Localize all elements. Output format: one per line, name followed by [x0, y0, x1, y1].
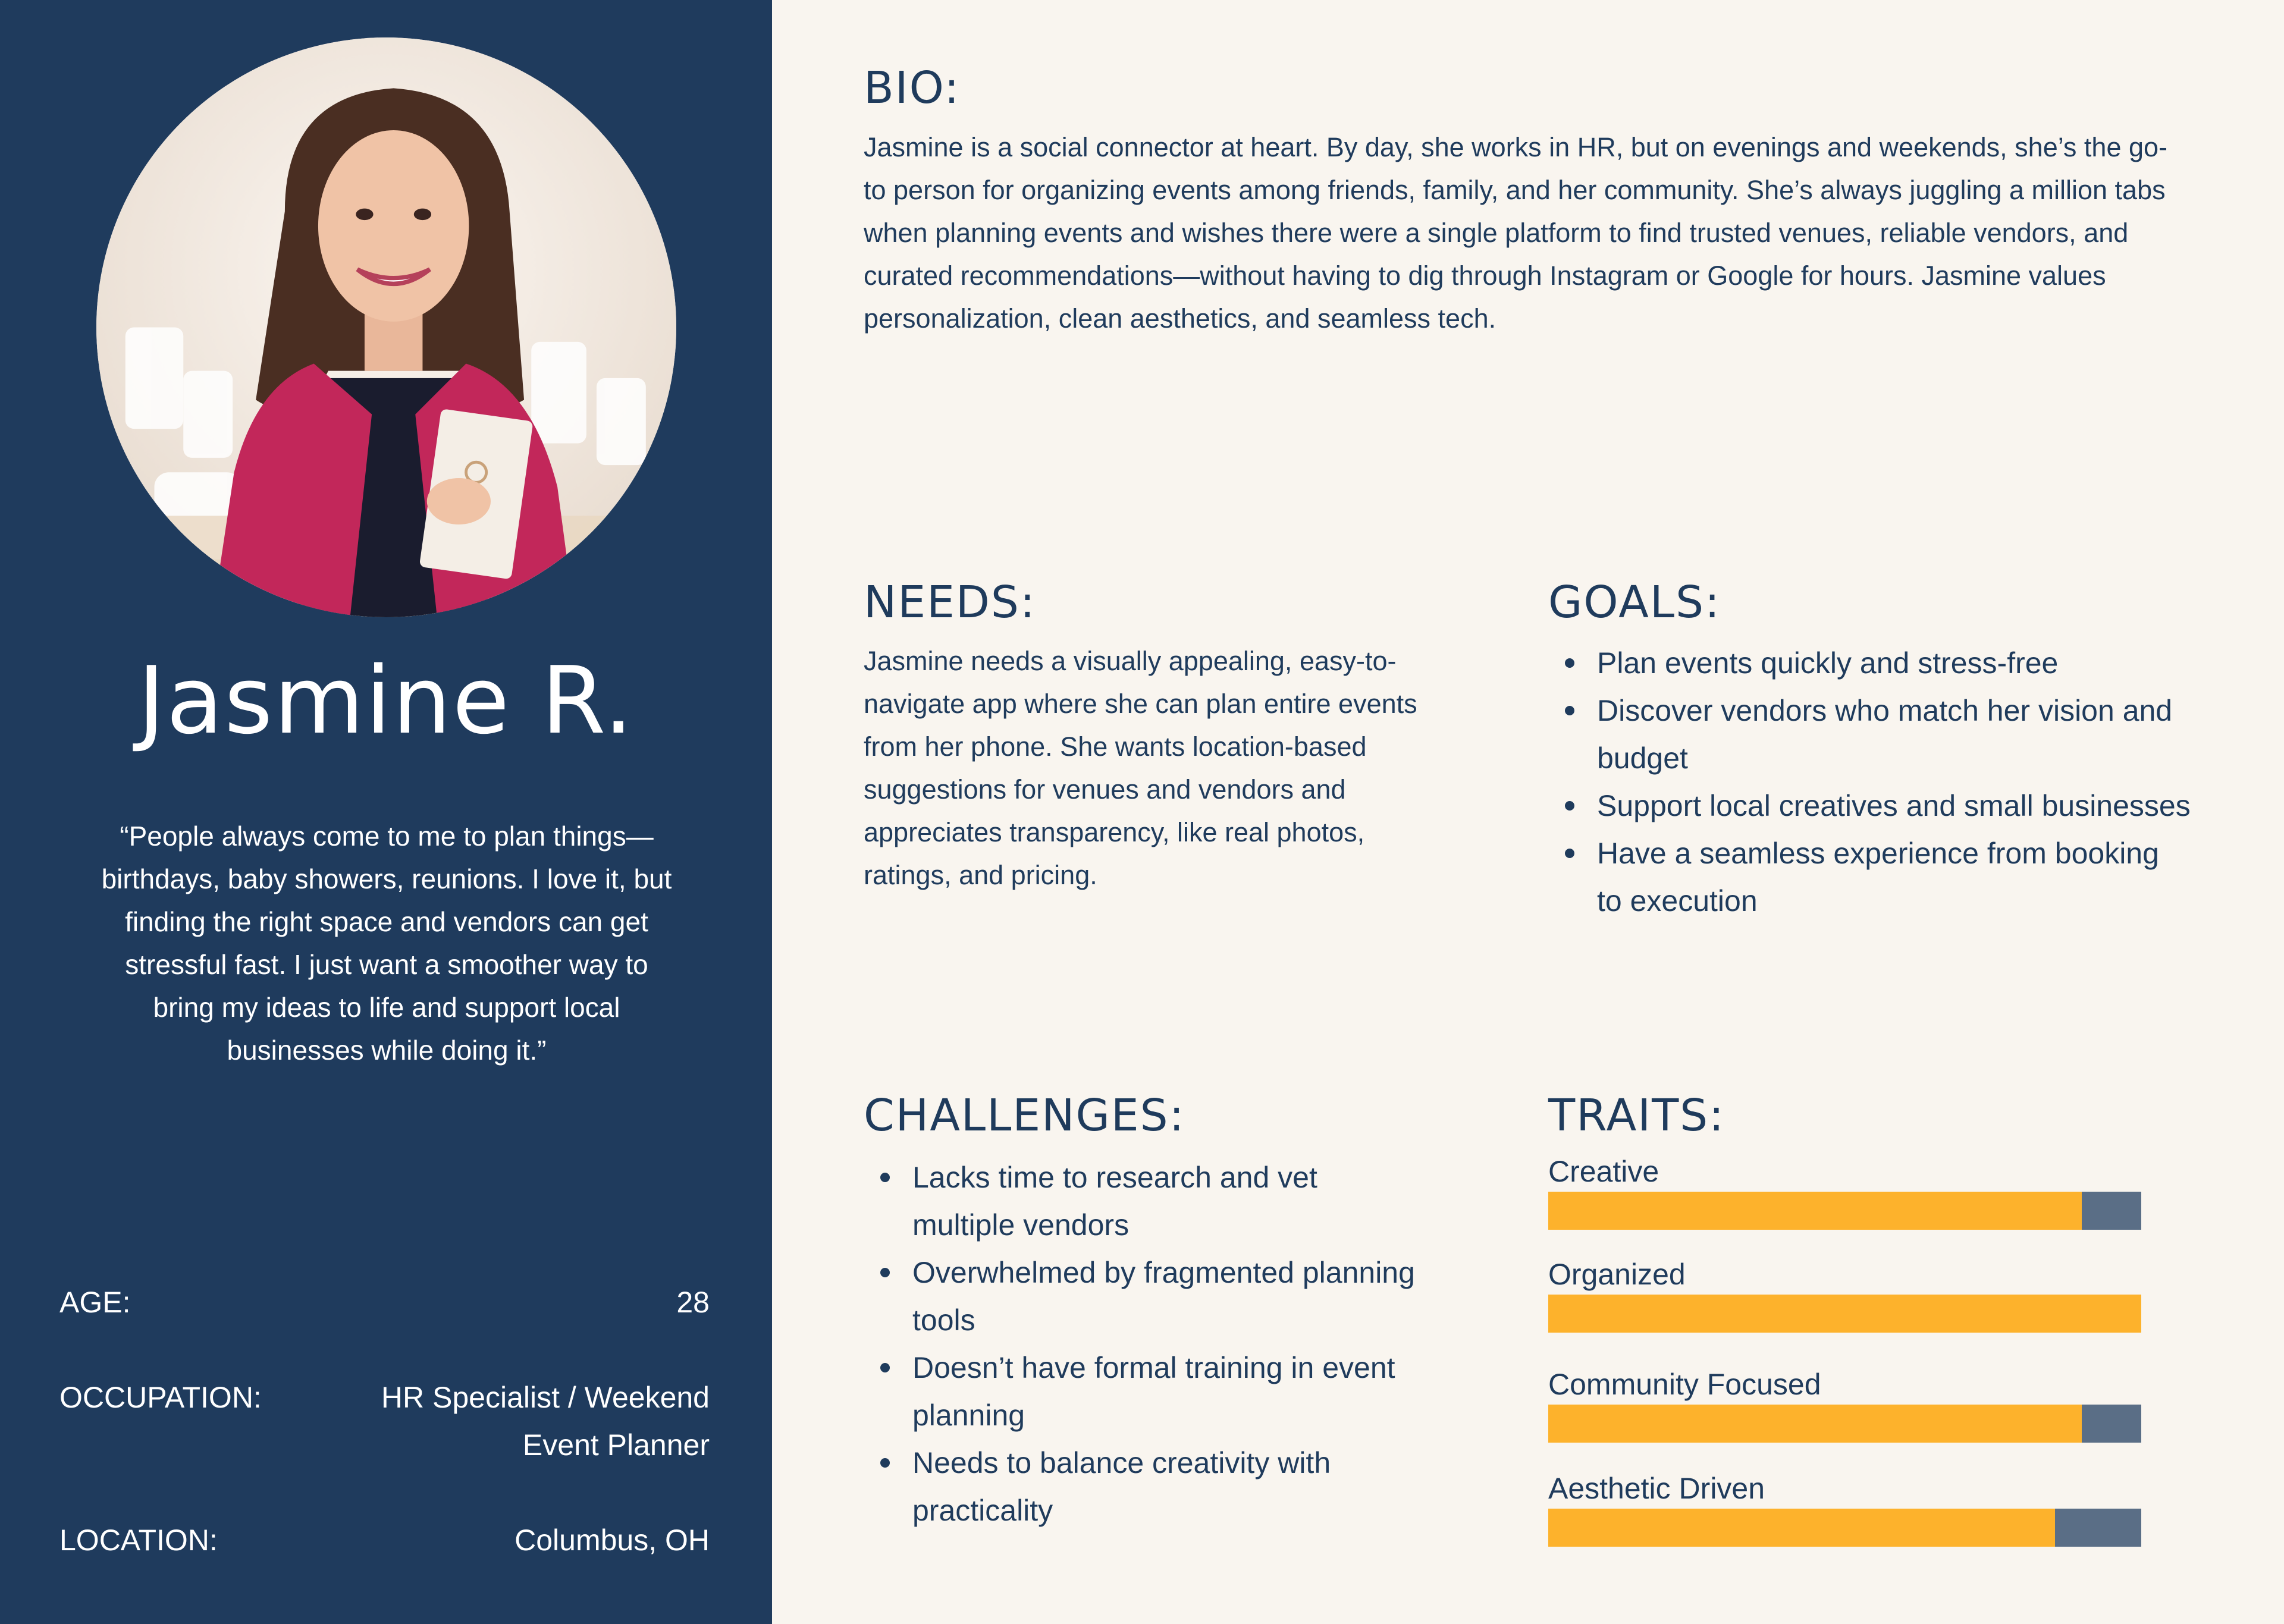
trait-community-focused: [1548, 1367, 2141, 1443]
persona-quote: “People always come to me to plan things— birthdays, baby showers, reunions. I love it, but finding the right space and vendors can get stressful fast. I just want a smoother way to bring my ideas to life and support local businesses while doing it.”: [101, 821, 672, 1066]
fact-age: [59, 1279, 710, 1326]
persona-name: Jasmine R.: [137, 646, 635, 755]
trait-label: Organized: [1548, 1258, 1686, 1291]
challenges-list: [864, 1154, 1423, 1534]
trait-bar: [1548, 1509, 2141, 1547]
trait-bar: [1548, 1405, 2141, 1443]
goal-item: Plan events quickly and stress-free: [1548, 639, 2191, 687]
portrait-photo-icon: [96, 37, 676, 617]
fact-value: Columbus, OH: [514, 1524, 710, 1557]
fact-label: LOCATION:: [59, 1524, 218, 1557]
fact-label: AGE:: [59, 1286, 131, 1319]
fact-value: 28: [676, 1286, 710, 1319]
challenges-title: CHALLENGES:: [864, 1090, 1185, 1141]
needs-text: Jasmine needs a visually appealing, easy-to-navigate app where she can plan entire events from her phone. She wants location-based suggestions for venues and vendors and appreciates transparency, like real photos, ratings, and pricing.: [864, 646, 1417, 890]
fact-label: OCCUPATION:: [59, 1381, 262, 1414]
trait-fill: [1548, 1509, 2055, 1547]
avatar: [96, 37, 676, 617]
bio-text: Jasmine is a social connector at heart. By day, she works in HR, but on evenings and weekends, she’s the go-to person for organizing events among friends, family, and her community. She’s always juggling a million tabs when planning events and wishes there were a single platform to find trusted venues, reliable vendors, and curated recommendations—without having to dig through Instagram or Google for hours. Jasmine values personalization, clean aesthetics, and seamless tech.: [864, 132, 2168, 334]
trait-bar: [1548, 1295, 2141, 1333]
goals-list: [1548, 639, 2191, 925]
challenge-item: Lacks time to research and vet multiple vendors: [864, 1154, 1423, 1249]
fact-value: HR Specialist / Weekend Event Planner: [381, 1381, 710, 1462]
trait-fill: [1548, 1192, 2082, 1230]
trait-label: Community Focused: [1548, 1368, 1821, 1401]
persona-sidebar: [0, 0, 772, 1624]
challenge-item: Doesn’t have formal training in event planning: [864, 1344, 1423, 1439]
fact-occupation: [59, 1374, 710, 1469]
trait-organized: [1548, 1257, 2141, 1333]
traits-title: TRAITS:: [1548, 1090, 1725, 1141]
trait-label: Aesthetic Driven: [1548, 1472, 1765, 1505]
challenge-item: Overwhelmed by fragmented planning tools: [864, 1249, 1423, 1344]
goal-item: Have a seamless experience from booking to execution: [1548, 830, 2191, 925]
trait-fill: [1548, 1295, 2141, 1333]
trait-aesthetic-driven: [1548, 1471, 2141, 1547]
goals-title: GOALS:: [1548, 577, 1721, 628]
trait-creative: [1548, 1154, 2141, 1230]
challenge-item: Needs to balance creativity with practicality: [864, 1439, 1423, 1534]
trait-fill: [1548, 1405, 2082, 1443]
trait-label: Creative: [1548, 1155, 1659, 1188]
goal-item: Support local creatives and small businesses: [1548, 782, 2191, 830]
needs-title: NEEDS:: [864, 577, 1036, 628]
goal-item: Discover vendors who match her vision and budget: [1548, 687, 2191, 782]
trait-bar: [1548, 1192, 2141, 1230]
bio-title: BIO:: [864, 62, 961, 114]
fact-location: [59, 1516, 710, 1564]
